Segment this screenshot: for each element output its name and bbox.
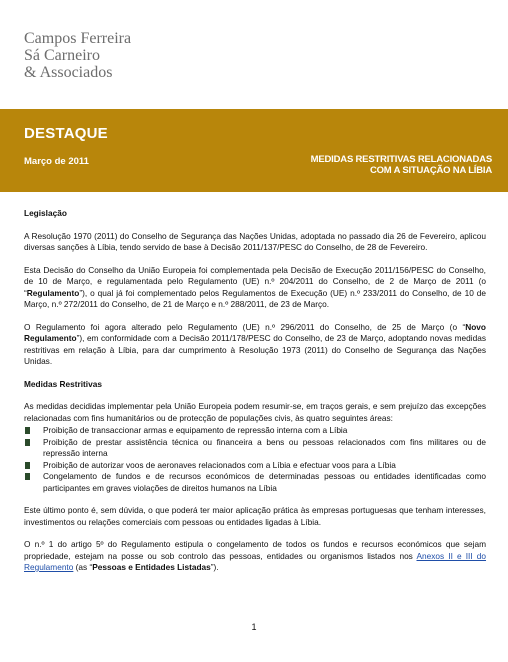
paragraph-3-text-a: O Regulamento foi agora alterado pelo Regulamento (UE) n.º 296/2011 do Conselho, de 25 de Março (o “ bbox=[24, 321, 466, 332]
list-item-text: Proibição de prestar assistência técnica ou financeira a bens ou pessoas relacionados com fins militares ou de repressão interna bbox=[43, 436, 486, 458]
square-bullet-icon bbox=[25, 462, 30, 469]
paragraph-1: A Resolução 1970 (2011) do Conselho de Segurança das Nações Unidas, adoptada no passado dia 26 de Fevereiro, aplicou diversas sanções à Líbia, tendo servido de base à Decisão 2011/137/PESC do Conselho, de 28 de Fevereiro. bbox=[24, 230, 486, 252]
list-item-text: Proibição de autorizar voos de aeronaves relacionados com a Líbia e efectuar voos para a Líbia bbox=[43, 459, 396, 470]
square-bullet-icon bbox=[25, 427, 30, 434]
document-body bbox=[24, 208, 486, 585]
paragraph-last-text-a: O n.º 1 do artigo 5º do Regulamento estipula o congelamento de todos os fundos e recursos económicos que sejam propriedade, estejam na posse ou sob controlo das pessoas, entidades ou organismos listados nos bbox=[24, 539, 486, 561]
logo-line-3: & Associados bbox=[24, 64, 113, 81]
banner-kicker: DESTAQUE bbox=[24, 125, 108, 142]
firm-logo bbox=[24, 30, 131, 81]
page-number: 1 bbox=[251, 622, 257, 632]
square-bullet-icon bbox=[25, 473, 30, 480]
term-regulamento: Regulamento bbox=[26, 287, 80, 298]
paragraph-2 bbox=[24, 265, 486, 311]
banner-subject-line-1: MEDIDAS RESTRITIVAS RELACIONADAS bbox=[310, 154, 492, 165]
term-pessoas-entidades: Pessoas e Entidades Listadas bbox=[92, 562, 211, 572]
square-bullet-icon bbox=[25, 439, 30, 446]
section-heading-medidas: Medidas Restritivas bbox=[24, 378, 102, 389]
paragraph-last-text-c: ”). bbox=[210, 562, 219, 572]
section-heading-legislacao: Legislação bbox=[24, 208, 67, 218]
banner-subject bbox=[311, 154, 492, 176]
logo-line-2: Sá Carneiro bbox=[24, 47, 100, 64]
paragraph-3 bbox=[24, 322, 486, 368]
term-novo-regulamento: Novo Regulamento bbox=[24, 321, 486, 343]
paragraph-after-list: Este último ponto é, sem dúvida, o que poderá ter maior aplicação prática às empresas portuguesas que tenham interesses, investimentos ou relações comerciais com pessoas ou entidades ligadas à Líbia. bbox=[24, 505, 486, 527]
banner-subject-line-2: COM A SITUAÇÃO NA LÍBIA bbox=[369, 165, 492, 176]
list-item bbox=[24, 460, 486, 472]
list-item-text: Congelamento de fundos e de recursos económicos de determinadas pessoas ou entidades identificadas como participantes em graves violações de direitos humanos na Líbia bbox=[43, 471, 486, 493]
measures-list bbox=[24, 425, 486, 494]
paragraph-3-text-b: ”), em conformidade com a Decisão 2011/178/PESC do Conselho, de 23 de Março, adoptando novas medidas restritivas em relação à Líbia, para dar cumprimento à Resolução 1973 (2011) do Conselho de Segurança das Nações Unidas. bbox=[24, 333, 486, 366]
paragraph-2-text-a: Esta Decisão do Conselho da União Europeia foi complementada pela Decisão de Execução 2011/156/PESC do Conselho, de 10 de Março, e regulamentada pelo Regulamento (UE) n.º 204/2011 do Conselho, de 2 de Março de 2011 (o “ bbox=[24, 264, 486, 298]
paragraph-last bbox=[24, 539, 486, 574]
header-banner bbox=[0, 109, 508, 192]
list-item bbox=[24, 471, 486, 494]
banner-date: Março de 2011 bbox=[24, 156, 89, 167]
list-item bbox=[24, 437, 486, 460]
paragraph-intro-medidas: As medidas decididas implementar pela União Europeia podem resumir-se, em traços gerais, e sem prejuízo das excepções relacionadas com fins humanitários ou de protecção de populações civis, às quatro seguintes áreas: bbox=[24, 401, 486, 423]
annexes-link[interactable]: Anexos II e III do Regulamento bbox=[24, 550, 487, 572]
list-item bbox=[24, 425, 486, 437]
paragraph-last-text-b: (as “ bbox=[73, 562, 93, 572]
logo-line-1: Campos Ferreira bbox=[24, 30, 132, 47]
paragraph-2-text-b: ”), o qual já foi complementado pelos Regulamentos de Execução (UE) n.º 233/2011 do Conselho, de 10 de Março, n.º 272/2011 do Conselho, de 21 de Março e n.º 288/2011, de 23 de Março. bbox=[24, 287, 486, 309]
list-item-text: Proibição de transaccionar armas e equipamento de repressão interna com a Líbia bbox=[43, 425, 348, 435]
